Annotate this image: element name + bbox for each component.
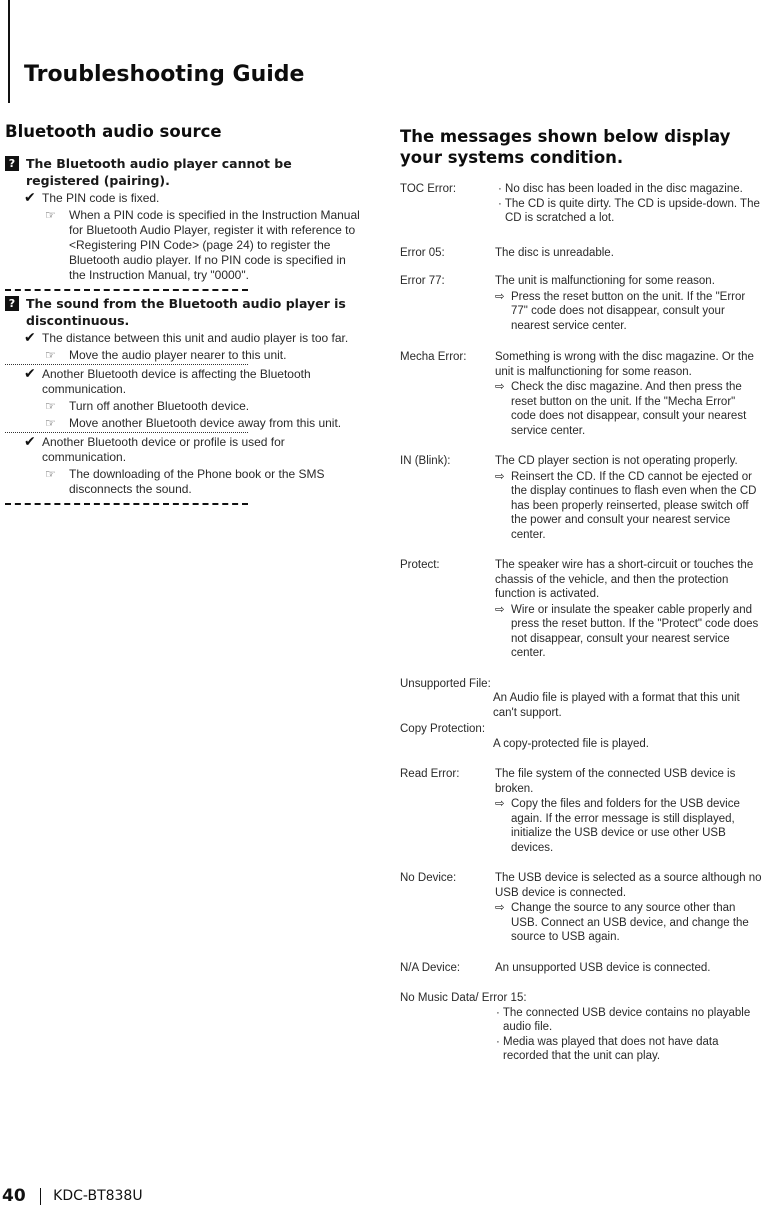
message-mecha-error: Mecha Error: Something is wrong with the disc magazine. Or the unit is malfunctioning for some reason. ⇨ Check the disc magazine. And then press the reset button on the unit. If the "Mecha Error" code does not disappear, consult your nearest service center. <box>400 351 754 437</box>
section-divider <box>5 503 248 505</box>
section-title: Bluetooth audio source <box>5 122 222 141</box>
message-term: Copy Protection: <box>400 723 486 735</box>
pointing-hand-icon: ☞ <box>45 208 56 222</box>
page-number: 40 <box>2 1186 26 1206</box>
checkmark-icon: ✔ <box>24 365 36 381</box>
arrow-right-icon: ⇨ <box>495 290 505 303</box>
remedy-item: ☞ Turn off another Bluetooth device. <box>45 399 250 413</box>
remedy-item: ☞ Move the audio player nearer to this unit. <box>45 348 287 362</box>
arrow-right-icon: ⇨ <box>495 902 505 914</box>
message-read-error: Read Error: The file system of the connected USB device is broken. ⇨ Copy the files and folders for the USB device again. If the error message is still displayed, initialize the USB device or use other USB devices. <box>400 768 740 854</box>
model-name: KDC-BT838U <box>53 1188 143 1204</box>
message-term: IN (Blink): <box>400 455 451 467</box>
message-term: No Music Data/ Error 15: <box>400 992 527 1004</box>
page-title: Troubleshooting Guide <box>24 62 305 87</box>
message-error-77: Error 77: The unit is malfunctioning for some reason. ⇨ Press the reset button on the unit. If the "Error 77" code does not disappear, consult your nearest service center. <box>400 275 746 332</box>
checkmark-icon: ✔ <box>24 329 36 345</box>
footer-divider <box>40 1188 42 1205</box>
messages-heading: The messages shown below display your systems condition. <box>400 127 731 167</box>
arrow-right-icon: ⇨ <box>495 798 505 810</box>
message-in-blink: IN (Blink): The CD player section is not operating properly. ⇨ Reinsert the CD. If the CD cannot be ejected or the display continues to flash even when the CD has been properly reinserted, please switch off the power and consult your nearest service center. <box>400 455 757 541</box>
issue-title: The Bluetooth audio player cannot be registered (pairing). <box>26 156 292 188</box>
pointing-hand-icon: ☞ <box>45 416 56 430</box>
message-protect: Protect: The speaker wire has a short-circuit or touches the chassis of the vehicle, and then the protection function is activated. ⇨ Wire or insulate the speaker cable properly and press the reset button. If the "Protect" code does not disappear, consult your nearest service center. <box>400 559 759 659</box>
cause-item: ✔ Another Bluetooth device is affecting the Bluetooth communication. <box>24 365 311 396</box>
checkmark-icon: ✔ <box>24 189 36 205</box>
cause-item: ✔ The PIN code is fixed. <box>24 189 160 205</box>
message-unsupported-file: Unsupported File: An Audio file is played with a format that this unit can't support. <box>400 677 762 721</box>
remedy-item: ☞ When a PIN code is specified in the Instruction Manual for Bluetooth Audio Player, register it with reference to <Registering PIN Code> (page 24) to register the Bluetooth audio player. If no PIN code is specified in the Instruction Manual, try "0000". <box>45 208 360 282</box>
message-na-device: N/A Device: An unsupported USB device is connected. <box>400 961 711 974</box>
remedy-item: ☞ The downloading of the Phone book or the SMS disconnects the sound. <box>45 467 325 496</box>
message-error-05: Error 05: The disc is unreadable. <box>400 246 614 259</box>
pointing-hand-icon: ☞ <box>45 399 56 413</box>
message-toc-error: TOC Error: · No disc has been loaded in the disc magazine. · The CD is quite dirty. The CD is upside-down. The CD is scratched a lot. <box>400 183 760 224</box>
remedy-item: ☞ Move another Bluetooth device away from this unit. <box>45 416 342 430</box>
question-icon: ? <box>5 296 19 311</box>
message-term: TOC Error: <box>400 183 457 195</box>
arrow-right-icon: ⇨ <box>495 603 505 616</box>
issue-discontinuous <box>5 295 365 497</box>
message-term: Error 05: <box>400 246 445 259</box>
message-term: N/A Device: <box>400 961 461 974</box>
bluetooth-audio-section <box>5 122 365 509</box>
message-no-device: No Device: The USB device is selected as a source although no USB device is connected. ⇨ Change the source to any source other than USB. Connect an USB device, and change the source to USB again. <box>400 872 762 943</box>
messages-section <box>400 126 762 1064</box>
question-icon: ? <box>5 156 19 171</box>
message-term: No Device: <box>400 872 457 884</box>
arrow-right-icon: ⇨ <box>495 381 505 393</box>
message-term: Unsupported File: <box>400 677 491 690</box>
arrow-right-icon: ⇨ <box>495 470 505 483</box>
page-footer <box>2 1186 143 1206</box>
pointing-hand-icon: ☞ <box>45 467 56 481</box>
message-no-music-data: No Music Data/ Error 15: · The connected USB device contains no playable audio file. · Media was played that does not have data recorded that the unit can play. <box>400 991 762 1064</box>
message-term: Mecha Error: <box>400 351 467 363</box>
checkmark-icon: ✔ <box>24 433 36 449</box>
issue-title: The sound from the Bluetooth audio player is discontinuous. <box>26 296 346 328</box>
cause-item: ✔ Another Bluetooth device or profile is used for communication. <box>24 433 285 464</box>
message-term: Error 77: <box>400 275 445 287</box>
message-copy-protection: Copy Protection: A copy-protected file is played. <box>400 722 762 751</box>
header-rule <box>8 0 10 103</box>
dotted-divider <box>5 364 248 365</box>
pointing-hand-icon: ☞ <box>45 348 56 362</box>
section-divider <box>5 289 248 291</box>
issue-pairing <box>5 155 365 283</box>
cause-item: ✔ The distance between this unit and audio player is too far. <box>24 329 349 345</box>
message-term: Protect: <box>400 559 440 571</box>
message-term: Read Error: <box>400 768 460 780</box>
dotted-divider <box>5 432 248 433</box>
